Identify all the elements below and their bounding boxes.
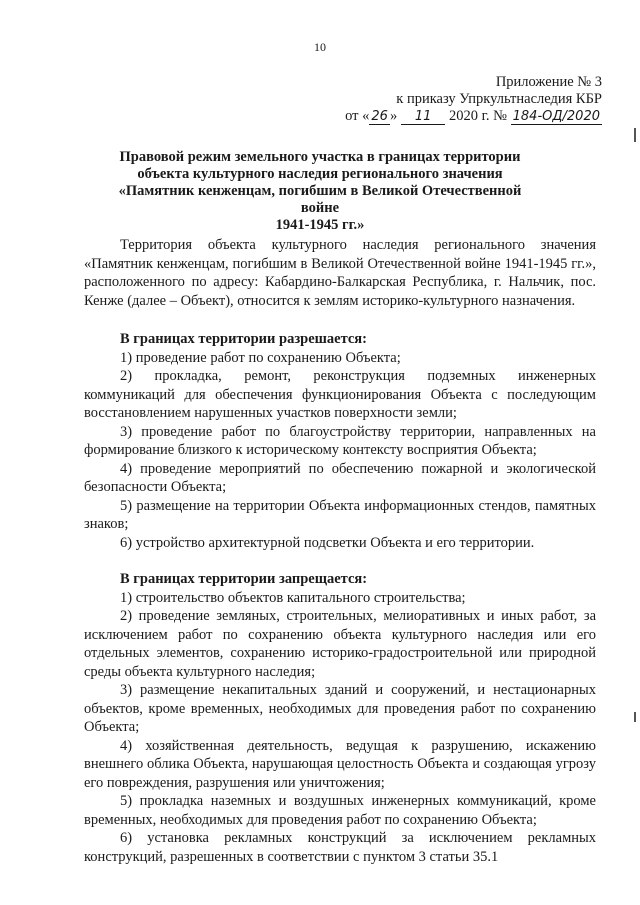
forbidden-item-1: 1) строительство объектов капитального строительства; bbox=[120, 589, 466, 606]
allowed-item-4: 4) проведение мероприятий по обеспечению пожарной и экологической безопасности Объекта; bbox=[84, 460, 596, 495]
appendix-title: Приложение № 3 bbox=[495, 74, 602, 90]
handwritten-number: 184-ОД/2020 bbox=[512, 109, 600, 124]
page-number: 10 bbox=[314, 40, 326, 54]
title-line-1: Правовой режим земельного участка в границах территории bbox=[119, 149, 521, 165]
scan-margin-mark bbox=[634, 712, 636, 722]
intro-paragraph: Территория объекта культурного наследия регионального значения «Памятник кенженцам, погибшим в Великой Отечественной войне 1941-1945 гг.», расположенного по адресу: Кабардино-Балкарская Республика, г. Нальчик, пос. Кенже (далее – Объект), относится к землям историко-культурного назначения. bbox=[84, 237, 596, 309]
forbidden-heading: В границах территории запрещается: bbox=[120, 571, 368, 587]
allowed-item-2: 2) прокладка, ремонт, реконструкция подземных инженерных коммуникаций для обеспечения функционирования Объекта с последующим восстановлением нарушенных участков поверхности земли; bbox=[84, 368, 596, 421]
appendix-order-ref: к приказу Упркультнаследия КБР bbox=[396, 91, 602, 107]
scan-margin-mark bbox=[634, 128, 636, 142]
date-day-suffix: » bbox=[389, 108, 398, 124]
title-line-4: 1941-1945 гг.» bbox=[275, 217, 365, 233]
document-title bbox=[100, 149, 540, 234]
forbidden-item-4: 4) хозяйственная деятельность, ведущая к разрушению, искажению внешнего облика Объекта, нарушающая целостность Объекта и создающая угрозу его повреждения, разрушения или уничтожения; bbox=[84, 737, 596, 791]
date-prefix: от « bbox=[345, 108, 370, 124]
appendix-header bbox=[345, 74, 602, 125]
allowed-item-1: 1) проведение работ по сохранению Объекта; bbox=[120, 349, 401, 366]
document-body bbox=[84, 236, 596, 866]
allowed-item-3: 3) проведение работ по благоустройству территории, направленных на формирование близкого к историческому контексту восприятия Объекта; bbox=[84, 423, 596, 458]
title-line-3: «Памятник кенженцам, погибшим в Великой Отечественной войне bbox=[118, 183, 522, 216]
forbidden-item-6: 6) установка рекламных конструкций за исключением рекламных конструкций, разрешенных в соответствии с пунктом 3 статьи 35.1 bbox=[84, 830, 596, 865]
allowed-item-6: 6) устройство архитектурной подсветки Объекта и его территории. bbox=[120, 534, 535, 551]
appendix-date-number bbox=[345, 108, 602, 125]
handwritten-day: 26 bbox=[371, 109, 388, 124]
handwritten-month: 11 bbox=[401, 109, 446, 125]
forbidden-item-5: 5) прокладка наземных и воздушных инженерных коммуникаций, кроме временных, необходимых для проведения работ по сохранению Объекта; bbox=[84, 793, 596, 828]
allowed-heading: В границах территории разрешается: bbox=[120, 331, 367, 347]
forbidden-item-3: 3) размещение некапитальных зданий и сооружений, и нестационарных объектов, кроме временных, необходимых для проведения работ по сохранению Объекта; bbox=[84, 682, 596, 735]
year-text: 2020 г. № bbox=[448, 108, 508, 124]
title-line-2: объекта культурного наследия регионального значения bbox=[137, 166, 503, 182]
allowed-item-5: 5) размещение на территории Объекта информационных стендов, памятных знаков; bbox=[84, 497, 596, 532]
forbidden-item-2: 2) проведение земляных, строительных, мелиоративных и иных работ, за исключением работ по сохранению объекта культурного наследия или его отдельных элементов, сохранению историко-градостроительной или природной среды объекта культурного наследия; bbox=[84, 608, 596, 680]
